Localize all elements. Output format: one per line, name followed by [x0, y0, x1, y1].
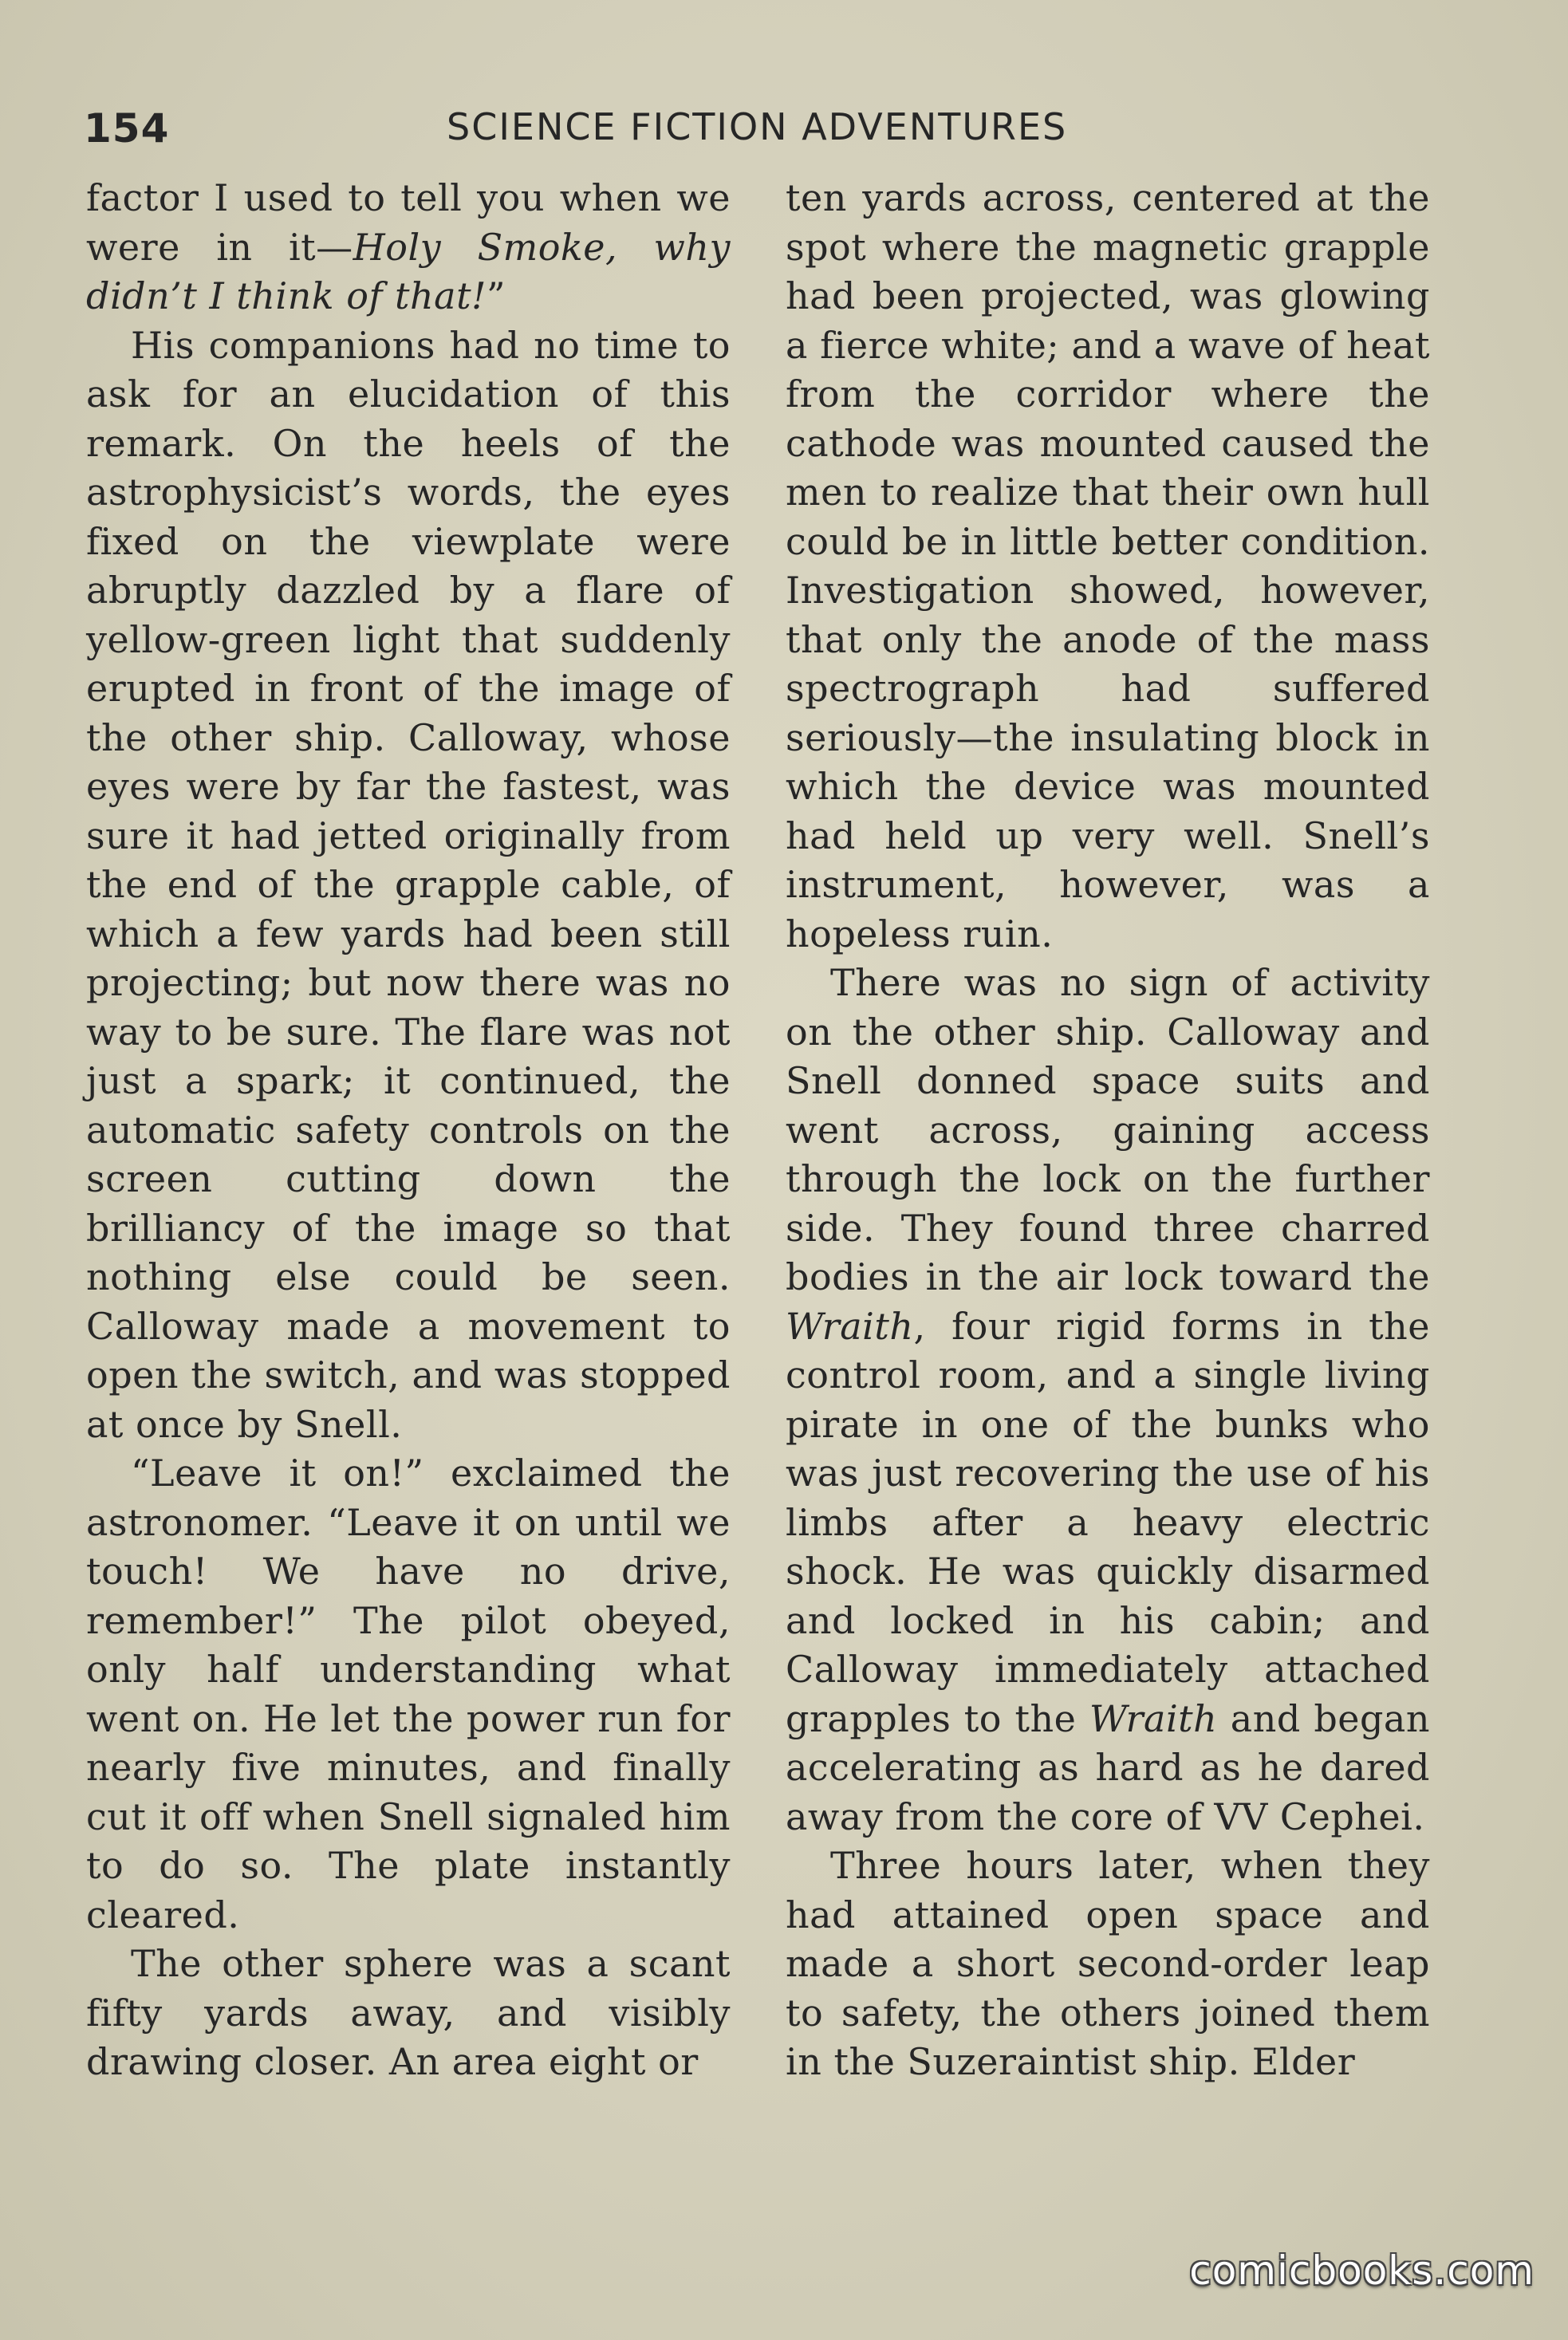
page-header [84, 105, 1068, 161]
paragraph: ten yards across, centered at the spot where the magnetic grapple had been projected, was glowing a fierce white; and a wave of heat from the corridor where the cathode was mounted caused the men to realize that their own hull could be in little better condition. Investigation showed, however, that only the anode of the mass spectrograph had suffered seriously—the insulating block in which the device was mounted had held up very well. Snell’s instrument, however, was a hopeless ruin. [786, 176, 1430, 955]
left-text-column [86, 174, 731, 2087]
right-text-column [786, 174, 1430, 2087]
paragraph: factor I used to tell you when we were in it—Holy Smoke, why didn’t I think of that!” [86, 176, 731, 317]
paragraph: There was no sign of activity on the other ship. Calloway and Snell donned space suits and went across, gaining access through the lock on the further side. They found three charred bodies in the air lock toward the Wraith, four rigid forms in the control room, and a single living pirate in one of the bunks who was just recovering the use of his limbs after a heavy electric shock. He was quickly disarmed and locked in his cabin; and Calloway immediately attached grapples to the Wraith and began accelerating as hard as he dared away from the core of VV Cephei. [786, 961, 1430, 1838]
paragraph: “Leave it on!” exclaimed the astronomer. “Leave it on until we touch! We have no drive, remember!” The pilot obeyed, only half understanding what went on. He let the power run for nearly five minutes, and finally cut it off when Snell signaled him to do so. The plate instantly cleared. [86, 1452, 731, 1936]
paragraph: Three hours later, when they had attained open space and made a short second-order leap to safety, the others joined them in the Suzeraintist ship. Elder [786, 1844, 1430, 2083]
running-title: SCIENCE FICTION ADVENTURES [447, 105, 1068, 148]
site-watermark: comicbooks.com [1189, 2247, 1535, 2294]
page-number: 154 [84, 105, 170, 152]
paragraph: His companions had no time to ask for an elucidation of this remark. On the heels of the astrophysicist’s words, the eyes fixed on the viewplate were abruptly dazzled by a flare of yellow-green light that suddenly erupted in front of the image of the other ship. Calloway, whose eyes were by far the fastest, was sure it had jetted originally from the end of the grapple cable, of which a few yards had been still projecting; but now there was no way to be sure. The flare was not just a spark; it continued, the automatic safety controls on the screen cutting down the brilliancy of the image so that nothing else could be seen. Calloway made a movement to open the switch, and was stopped at once by Snell. [86, 323, 731, 1446]
paragraph: The other sphere was a scant fifty yards away, and visibly drawing closer. An area eight or [86, 1942, 731, 2083]
